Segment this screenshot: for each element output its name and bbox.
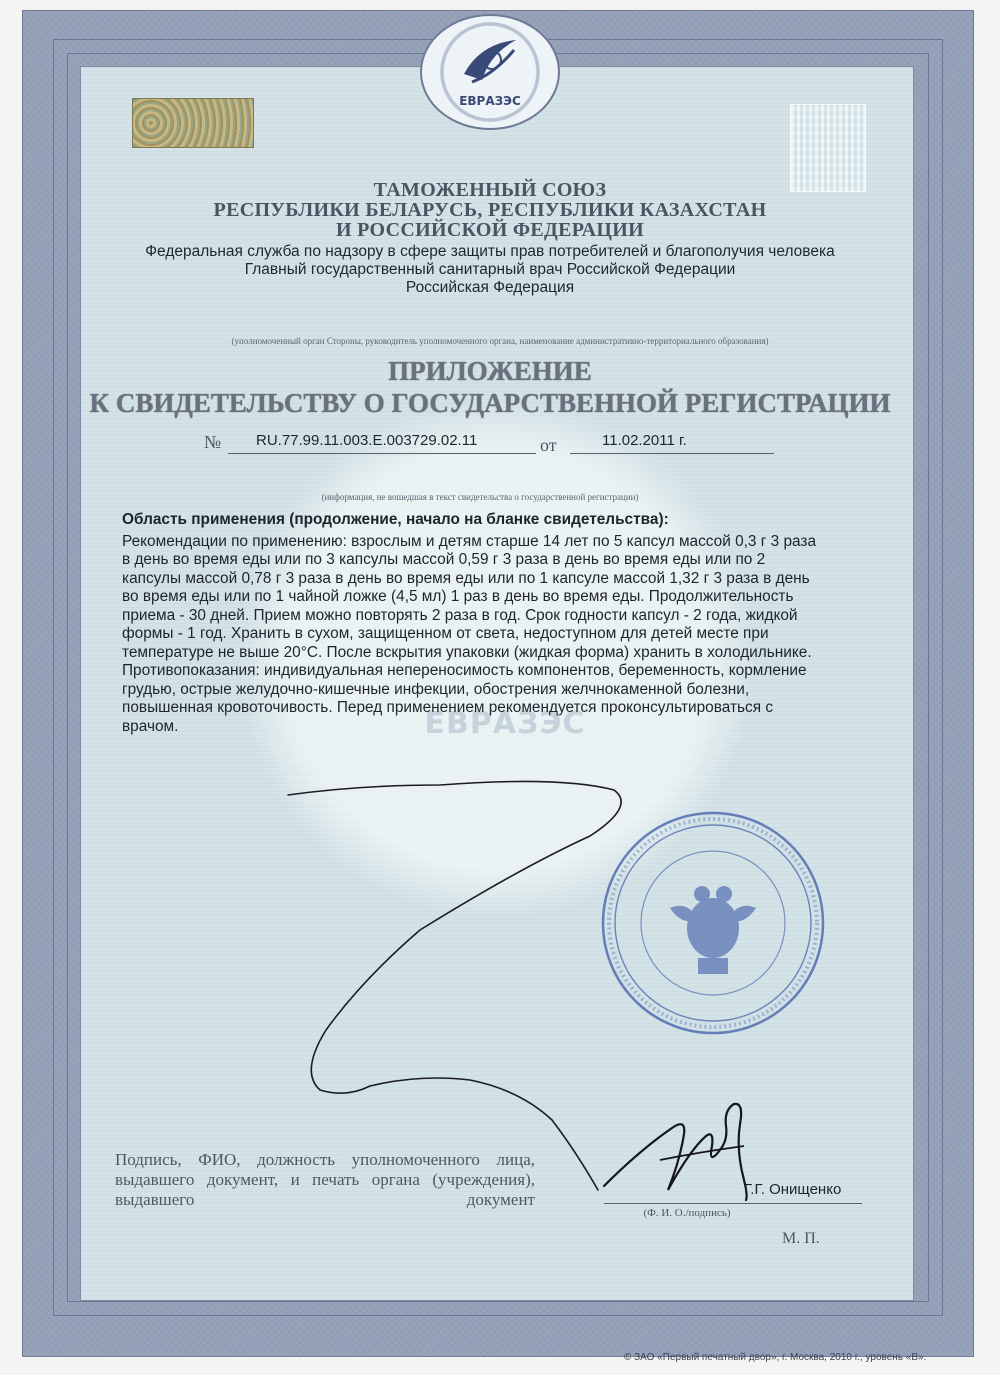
text-line: температуре не выше 20°С. После вскрытия упаковки (жидкая форма) хранить в холодильнике. xyxy=(122,643,812,661)
text-line: Рекомендации по применению: взрослым и детям старше 14 лет по 5 капсул массой 0,3 г 3 раза xyxy=(122,532,817,550)
signature-line xyxy=(604,1203,862,1204)
authority-line-2: Главный государственный санитарный врач Российской Федерации xyxy=(244,261,736,278)
text-line: приема - 30 дней. Прием можно повторять 2 раза в год. Срок годности капсул - 2 года, жидкой xyxy=(122,606,798,624)
header-line-3: И РОССИЙСКОЙ ФЕДЕРАЦИИ xyxy=(335,219,644,241)
signature-under-label: (Ф. И. О./подпись) xyxy=(643,1207,731,1219)
authority-note: (уполномоченный орган Стороны, руководитель уполномоченного органа, наименование административно-территориального образования) xyxy=(231,336,769,346)
authority-line-1: Федеральная служба по надзору в сфере защиты прав потребителей и благополучия человека xyxy=(145,243,835,260)
seal-place-label: М. П. xyxy=(782,1230,820,1247)
date-label: от xyxy=(540,435,557,455)
application-heading: Область применения (продолжение, начало на бланке свидетельства): xyxy=(122,511,669,528)
text-line: капсулы массой 0,78 г 3 раза в день во время еды или по 1 капсуле массой 1,32 г 3 раза в день xyxy=(122,569,810,587)
text-line: формы - 1 год. Хранить в сухом, защищенном от света, недоступном для детей месте при xyxy=(122,625,769,642)
number-label: № xyxy=(204,432,222,452)
eurasec-watermark: ЕВРАЗЭС xyxy=(424,706,586,741)
printer-credit: © ЗАО «Первый печатный двор», г. Москва, 2010 г., уровень «В». xyxy=(624,1352,927,1363)
text-line: Противопоказания: индивидуальная непереносимость компонентов, беременность, кормление xyxy=(122,662,807,679)
text-line: в день во время еды или по 3 капсулы массой 0,59 г 3 раза в день во время еды или по 2 xyxy=(122,551,766,568)
emblem-label: ЕВРАЗЭС xyxy=(459,94,521,108)
registration-date: 11.02.2011 г. xyxy=(602,432,687,449)
text-line: грудью, острые желудочно-кишечные инфекции, обострения желчнокаменной болезни, xyxy=(122,680,750,698)
info-note: (информация, не вошедшая в текст свидетельства о государственной регистрации) xyxy=(321,492,639,502)
header-line-2: РЕСПУБЛИКИ БЕЛАРУСЬ, РЕСПУБЛИКИ КАЗАХСТАН xyxy=(213,199,767,221)
title-line-2: К СВИДЕТЕЛЬСТВУ О ГОСУДАРСТВЕННОЙ РЕГИСТРАЦИИ xyxy=(89,388,891,418)
text-line: врачом. xyxy=(122,717,179,735)
registration-number: RU.77.99.11.003.Е.003729.02.11 xyxy=(256,432,478,449)
authority-line-3: Российская Федерация xyxy=(405,279,575,296)
signature-caption: Подпись, ФИО, должность уполномоченного лица, выдавшего документ, и печать органа (учреждения), выдавшего документ xyxy=(115,1150,535,1209)
title-line-1: ПРИЛОЖЕНИЕ xyxy=(388,356,592,386)
text-line: повышенная кровоточивость. Перед применением рекомендуется проконсультироваться с xyxy=(122,699,774,716)
header-line-1: ТАМОЖЕННЫЙ СОЮЗ xyxy=(373,179,607,201)
signatory-name: Г.Г. Онищенко xyxy=(744,1181,842,1198)
text-line: во время еды или по 1 чайной ложке (4,5 мл) 1 раз в день во время еды. Продолжительность xyxy=(122,588,794,605)
